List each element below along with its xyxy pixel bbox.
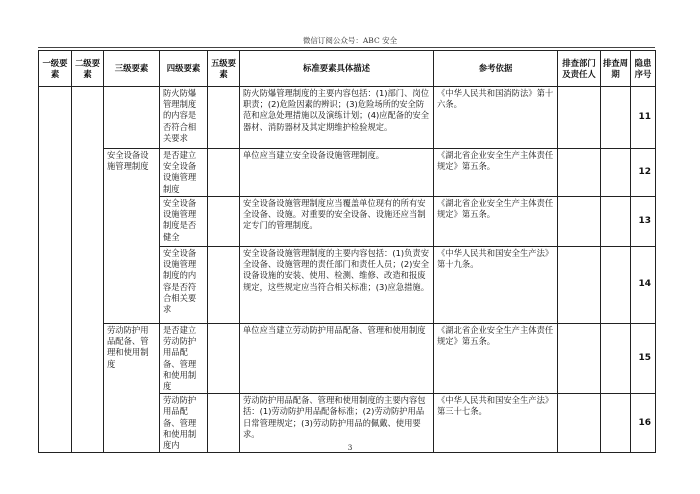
column-header-no: 隐患序号 [631,51,656,87]
column-header-l2: 二级要素 [72,51,104,87]
cell-l4: 是否建立劳动防护用品配备、管理和使用制度 [160,324,208,394]
cell-l3 [104,87,160,149]
cell-ref: 《湖北省企业安全生产主体责任规定》第五条。 [434,197,558,247]
cell-l3: 劳动防护用品配备、管理和使用制度 [104,324,160,453]
cell-l4: 安全设备设施管理制度是否健全 [160,197,208,247]
cell-l3: 安全设备设施管理制度 [104,149,160,324]
inspection-table [38,50,656,453]
column-header-l5: 五级要素 [208,51,240,87]
column-header-ref: 参考依据 [434,51,558,87]
cell-l5 [208,197,240,247]
cell-l2 [72,87,104,453]
cell-l4: 安全设备设施管理制度的内容是否符合相关要求 [160,247,208,324]
cell-dept [558,149,601,197]
cell-period [601,149,631,197]
cell-l4: 劳动防护用品配备、管理和使用制度内 [160,394,208,453]
cell-l4: 防火防爆管理制度的内容是否符合相关要求 [160,87,208,149]
cell-dept [558,324,601,394]
page-number: 3 [347,443,353,452]
cell-dept [558,247,601,324]
cell-period [601,87,631,149]
column-header-dept: 排查部门及责任人 [558,51,601,87]
cell-ref: 《湖北省企业安全生产主体责任规定》第五条。 [434,149,558,197]
cell-desc: 安全设备设施管理制度的主要内容包括：(1)负责安全设备、设施管理的责任部门和责任人员；(2)安全设备设施的安装、使用、检测、维修、改造和报废规定，这些规定应当符合相关标准；(3)应急措施。 [240,247,434,324]
column-header-l3: 三级要素 [104,51,160,87]
cell-desc: 劳动防护用品配备、管理和使用制度的主要内容包括：(1)劳动防护用品配备标准；(2)劳动防护用品日常管理规定；(3)劳动防护用品的佩戴、使用要求。 [240,394,434,453]
cell-period [601,247,631,324]
page-header: 微信订阅公众号：ABC 安全 [302,36,398,45]
column-header-l1: 一级要素 [39,51,72,87]
cell-no: 14 [631,247,656,324]
cell-desc: 单位应当建立劳动防护用品配备、管理和使用制度 [240,324,434,394]
table-header-row [39,51,656,87]
cell-l4: 是否建立安全设备设施管理制度 [160,149,208,197]
cell-no: 13 [631,197,656,247]
cell-l5 [208,324,240,394]
cell-desc: 单位应当建立安全设备设施管理制度。 [240,149,434,197]
header-rule [38,47,655,48]
cell-no: 12 [631,149,656,197]
cell-l5 [208,149,240,197]
column-header-l4: 四级要素 [160,51,208,87]
cell-l5 [208,247,240,324]
cell-no: 15 [631,324,656,394]
table-row [39,149,656,197]
cell-l5 [208,87,240,149]
table-row [39,324,656,394]
column-header-period: 排查周期 [601,51,631,87]
cell-l1 [39,87,72,453]
cell-no: 11 [631,87,656,149]
cell-ref: 《中华人民共和国安全生产法》第三十七条。 [434,394,558,453]
cell-no: 16 [631,394,656,453]
cell-period [601,324,631,394]
table-row [39,87,656,149]
cell-period [601,197,631,247]
cell-ref: 《湖北省企业安全生产主体责任规定》第五条。 [434,324,558,394]
cell-ref: 《中华人民共和国安全生产法》第十九条。 [434,247,558,324]
cell-dept [558,87,601,149]
cell-desc: 安全设备设施管理制度应当覆盖单位现有的所有安全设备、设施。对重要的安全设备、设施还应当制定专门的管理制度。 [240,197,434,247]
cell-ref: 《中华人民共和国消防法》第十六条。 [434,87,558,149]
cell-dept [558,197,601,247]
cell-desc: 防火防爆管理制度的主要内容包括：(1)部门、岗位职责；(2)危险因素的辨识；(3)危险场所的安全防范和应急处理措施以及演练计划；(4)应配备的安全器材、消防器材及其定期维护检验规定。 [240,87,434,149]
column-header-desc: 标准要素具体描述 [240,51,434,87]
